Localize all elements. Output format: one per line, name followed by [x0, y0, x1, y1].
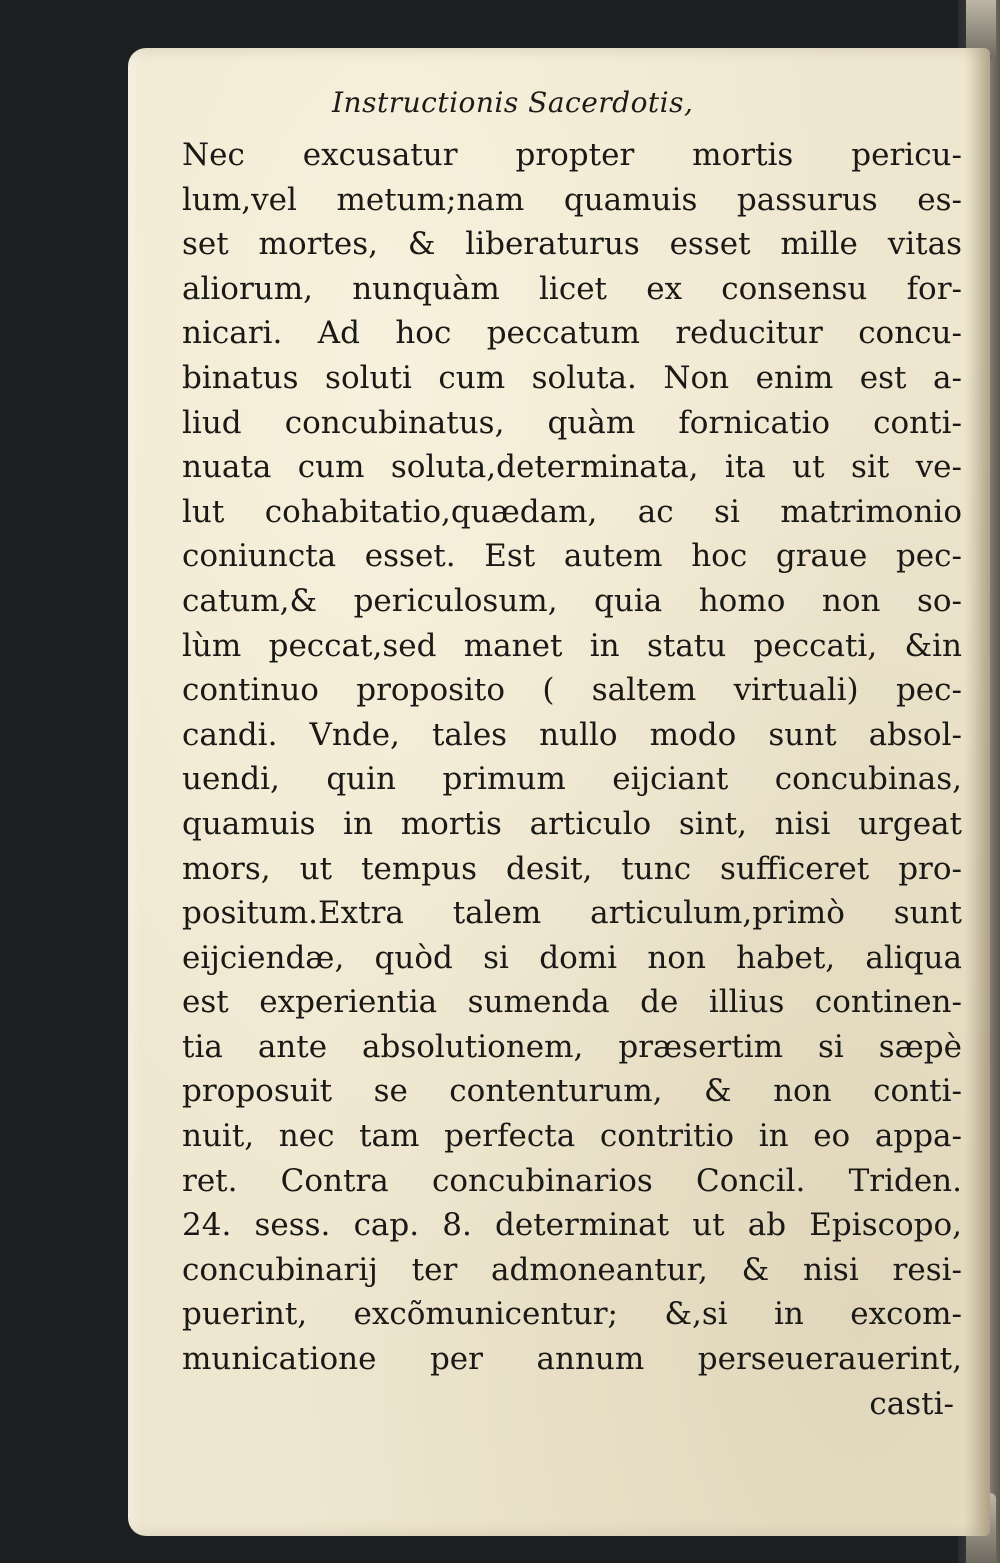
text-line: nuata cum soluta,determinata, ita ut sit ve-: [182, 449, 962, 486]
text-line: lùm peccat,sed manet in statu peccati, &in: [182, 627, 962, 664]
text-line: puerint, excõmunicentur; &,si in excom-: [182, 1296, 962, 1333]
text-line: coniuncta esset. Est autem hoc graue pec-: [182, 538, 962, 575]
body-text: [182, 133, 962, 1426]
text-line: positum.Extra talem articulum,primò sunt: [182, 895, 962, 932]
text-line: est experientia sumenda de illius continen-: [182, 984, 962, 1021]
text-line: nicari. Ad hoc peccatum reducitur concu-: [182, 315, 962, 352]
text-line: binatus soluti cum soluta. Non enim est a-: [182, 359, 962, 396]
text-line: proposuit se contenturum, & non conti-: [182, 1073, 962, 1110]
text-line: lum,vel metum;nam quamuis passurus es-: [182, 181, 962, 218]
running-head: Instructionis Sacerdotis,: [332, 86, 694, 119]
text-line: lut cohabitatio,quædam, ac si matrimonio: [182, 493, 962, 530]
text-line: uendi, quin primum eijciant concubinas,: [182, 761, 962, 798]
text-line: concubinarij ter admoneantur, & nisi resi-: [182, 1251, 962, 1288]
text-line: municatione per annum perseuerauerint,: [182, 1341, 962, 1378]
text-line: continuo proposito ( saltem virtuali) pec-: [182, 672, 962, 709]
text-line: aliorum, nunquàm licet ex consensu for-: [182, 270, 962, 307]
text-line: nuit, nec tam perfecta contritio in eo appa-: [182, 1118, 962, 1155]
text-line: quamuis in mortis articulo sint, nisi urgeat: [182, 805, 962, 842]
catchword: casti-: [869, 1385, 954, 1422]
text-line: 24. sess. cap. 8. determinat ut ab Episcopo,: [182, 1207, 962, 1244]
text-line: ret. Contra concubinarios Concil. Triden.: [182, 1162, 962, 1199]
text-line: tia ante absolutionem, præsertim si sæpè: [182, 1028, 962, 1065]
text-line: liud concubinatus, quàm fornicatio conti-: [182, 404, 962, 441]
page-edge-shadow: [964, 48, 990, 1536]
text-line: mors, ut tempus desit, tunc sufficeret pro-: [182, 850, 962, 887]
text-line: Nec excusatur propter mortis pericu-: [182, 137, 962, 173]
text-line: eijciendæ, quòd si domi non habet, aliqua: [182, 939, 962, 976]
text-line: catum,& periculosum, quia homo non so-: [182, 582, 962, 619]
text-line: set mortes, & liberaturus esset mille vitas: [182, 226, 962, 263]
text-line: candi. Vnde, tales nullo modo sunt absol-: [182, 716, 962, 753]
